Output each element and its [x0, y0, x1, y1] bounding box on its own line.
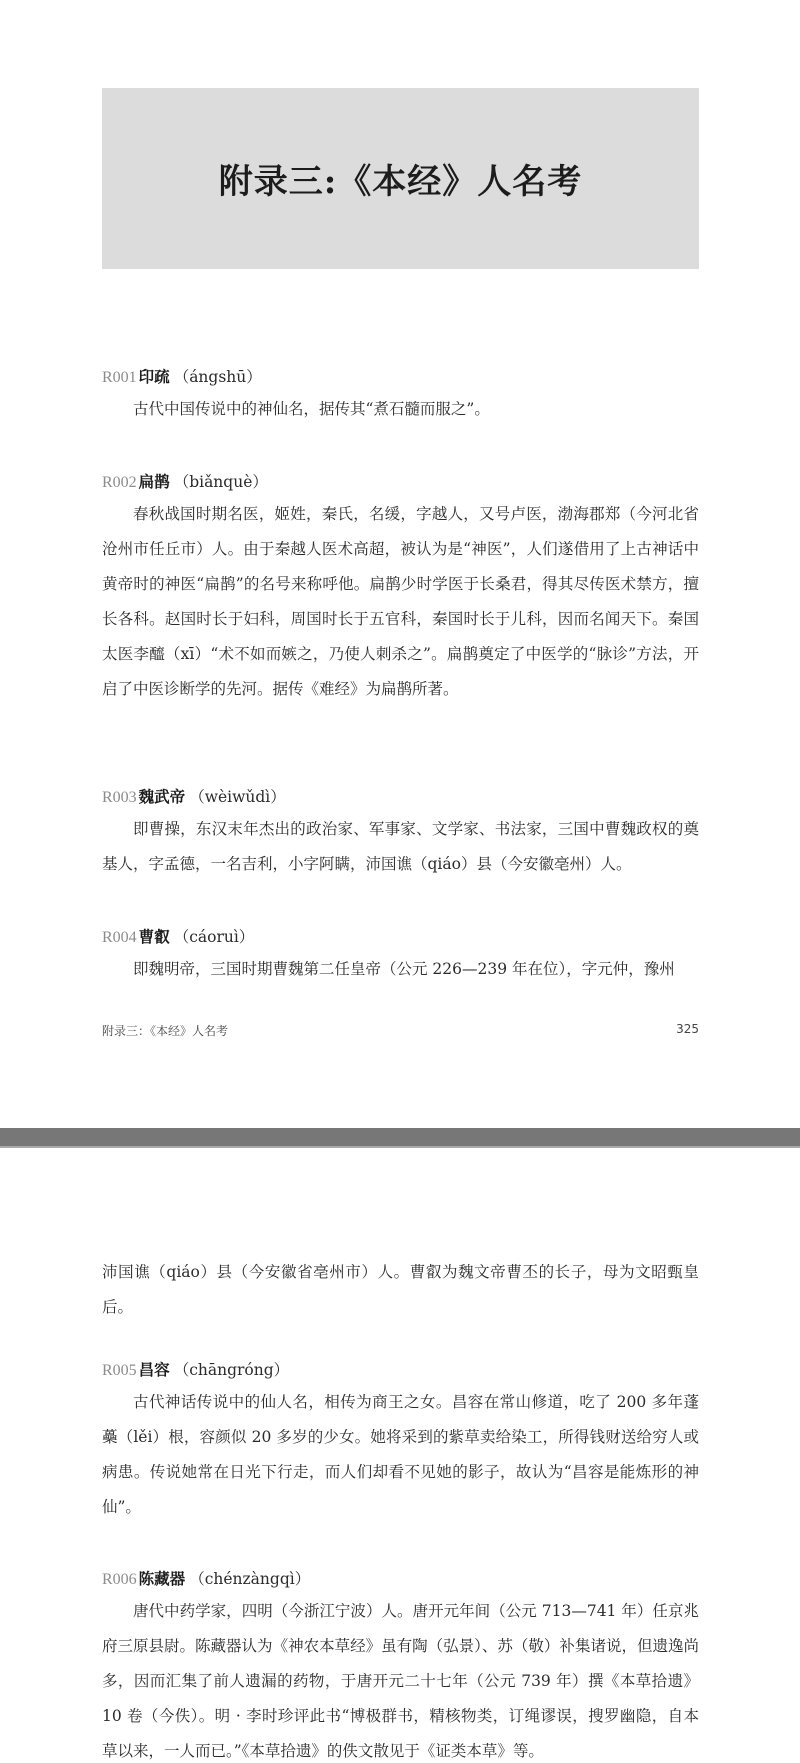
entry-body: 即曹操，东汉末年杰出的政治家、军事家、文学家、书法家，三国中曹魏政权的奠基人，字孟德，一名吉利，小字阿瞒，沛国谯（qiáo）县（今安徽亳州）人。 [102, 820, 699, 873]
entry-name: 曹叡 [138, 927, 170, 946]
page-326 [0, 1148, 800, 1763]
entry-code: R005 [102, 1362, 137, 1379]
entry-r004 [102, 926, 699, 987]
entry-pinyin: （chāngróng） [173, 1361, 290, 1379]
appendix-title: 附录三:《本经》人名考 [218, 162, 583, 202]
entry-code: R001 [102, 369, 137, 386]
entry-body: 古代神话传说中的仙人名，相传为商王之女。昌容在常山修道，吃了 200 多年蓬蘽（lěi）根，容颜似 20 多岁的少女。她将采到的紫草卖给染工，所得钱财送给穷人或病患。传说她常在日光下行走，而人们却看不见她的影子，故认为“昌容是能炼形的神仙”。 [102, 1393, 699, 1516]
entry-code: R004 [102, 929, 137, 946]
page-number: 325 [676, 1022, 699, 1036]
entry-heading [102, 926, 699, 948]
entry-name: 扁鹊 [138, 472, 170, 491]
entry-pinyin: （cáoruì） [173, 928, 255, 946]
entry-pinyin: （wèiwǔdì） [189, 788, 286, 806]
entry-body: 即魏明帝，三国时期曹魏第二任皇帝（公元 226—239 年在位），字元仲，豫州 [133, 960, 675, 978]
entry-body: 春秋战国时期名医，姬姓，秦氏，名缓，字越人，又号卢医，渤海郡郑（今河北省沧州市任丘市）人。由于秦越人医术高超，被认为是“神医”，人们遂借用了上古神话中黄帝时的神医“扁鹊”的名号来称呼他。扁鹊少时学医于长桑君，得其尽传医术禁方，擅长各科。赵国时长于妇科，周国时长于五官科，秦国时长于儿科，因而名闻天下。秦国太医李醯（xī）“术不如而嫉之，乃使人刺杀之”。扁鹊奠定了中医学的“脉诊”方法，开启了中医诊断学的先河。据传《难经》为扁鹊所著。 [102, 505, 699, 698]
entry-code: R002 [102, 474, 137, 491]
entry-code: R003 [102, 789, 137, 806]
entry-r002 [102, 471, 699, 707]
entry-body: 唐代中药学家，四明（今浙江宁波）人。唐开元年间（公元 713—741 年）任京兆府三原县尉。陈藏器认为《神农本草经》虽有陶（弘景）、苏（敬）补集诸说，但遗逸尚多，因而汇集了前人遗漏的药物，于唐开元二十七年（公元 739 年）撰《本草拾遗》10 卷（今佚）。明 · 李时珍评此书“博极群书，精核物类，订绳谬误，搜罗幽隐，自本草以来，一人而已。”《本草拾遗》的佚文散见于《证类本草》等。 [102, 1602, 699, 1760]
entry-r001 [102, 366, 699, 427]
entry-pinyin: （ángshū） [173, 368, 262, 386]
appendix-title-banner [102, 88, 699, 269]
entry-name: 陈藏器 [138, 1569, 186, 1588]
entry-code: R006 [102, 1571, 137, 1588]
entry-r006 [102, 1568, 699, 1763]
entry-heading [102, 471, 699, 493]
entry-heading [102, 1359, 699, 1381]
entry-pinyin: （chénzàngqì） [189, 1570, 311, 1588]
running-footer-title: 附录三：《本经》人名考 [102, 1024, 229, 1038]
entry-heading [102, 786, 699, 808]
page-separator [0, 1128, 800, 1148]
entry-heading [102, 366, 699, 388]
entry-r003 [102, 786, 699, 882]
entry-r005 [102, 1359, 699, 1525]
entry-body: 古代中国传说中的神仙名，据传其“煮石髓而服之”。 [133, 400, 490, 418]
entry-heading [102, 1568, 699, 1590]
entry-name: 魏武帝 [138, 787, 186, 806]
continued-paragraph [102, 1255, 699, 1325]
page-footer [102, 1022, 699, 1039]
entry-pinyin: （biǎnquè） [173, 473, 268, 491]
entry-name: 昌容 [138, 1360, 170, 1379]
entry-name: 印疏 [138, 367, 170, 386]
entry-body: 沛国谯（qiáo）县（今安徽省亳州市）人。曹叡为魏文帝曹丕的长子，母为文昭甄皇后。 [102, 1263, 699, 1316]
